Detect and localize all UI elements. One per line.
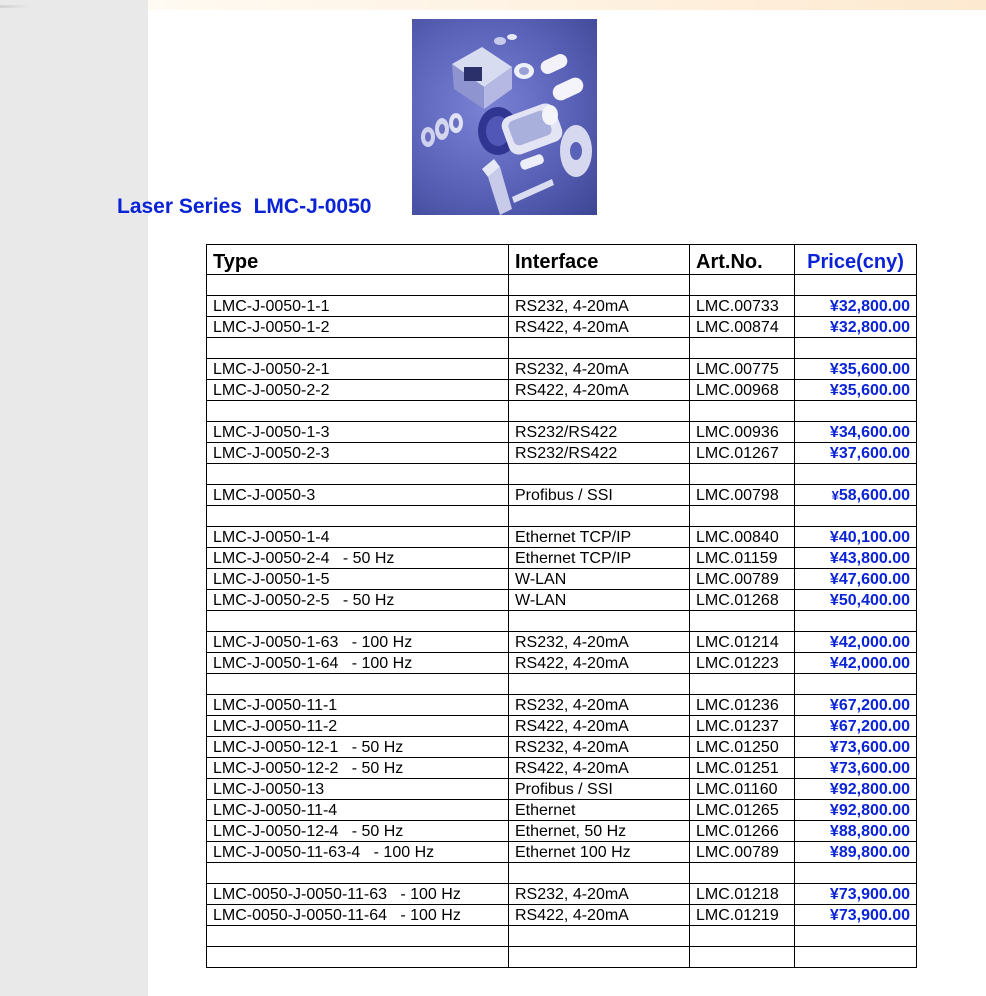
cell-interface: Profibus / SSI	[509, 779, 690, 800]
cell-art-no	[690, 506, 795, 527]
cell-type: LMC-J-0050-13	[207, 779, 509, 800]
cell-type: LMC-J-0050-2-2	[207, 380, 509, 401]
cell-type: LMC-J-0050-1-2	[207, 317, 509, 338]
table-row	[207, 800, 917, 821]
cell-type: LMC-J-0050-2-1	[207, 359, 509, 380]
cell-type: LMC-J-0050-12-2 - 50 Hz	[207, 758, 509, 779]
cell-art-no	[690, 338, 795, 359]
cell-type	[207, 674, 509, 695]
cell-price	[795, 674, 917, 695]
table-row	[207, 317, 917, 338]
product-image	[412, 19, 597, 215]
cell-price	[795, 275, 917, 296]
cell-art-no: LMC.01223	[690, 653, 795, 674]
table-row	[207, 548, 917, 569]
cell-art-no	[690, 863, 795, 884]
table-row	[207, 821, 917, 842]
cell-price	[795, 863, 917, 884]
cell-art-no	[690, 401, 795, 422]
cell-art-no: LMC.00775	[690, 359, 795, 380]
cell-price: ¥67,200.00	[795, 695, 917, 716]
cell-interface: RS422, 4-20mA	[509, 317, 690, 338]
cell-interface: RS232, 4-20mA	[509, 884, 690, 905]
header-price: Price(cny)	[795, 245, 917, 275]
table-row	[207, 275, 917, 296]
cell-interface: RS422, 4-20mA	[509, 905, 690, 926]
price-table	[206, 244, 917, 968]
cell-type: LMC-J-0050-2-3	[207, 443, 509, 464]
cell-interface	[509, 338, 690, 359]
cell-art-no	[690, 947, 795, 968]
table-row	[207, 758, 917, 779]
table-row	[207, 464, 917, 485]
cell-type: LMC-J-0050-2-5 - 50 Hz	[207, 590, 509, 611]
table-body	[207, 275, 917, 968]
cell-price: ¥92,800.00	[795, 779, 917, 800]
cell-art-no: LMC.01265	[690, 800, 795, 821]
cell-type: LMC-J-0050-1-1	[207, 296, 509, 317]
cell-interface: RS232/RS422	[509, 422, 690, 443]
cell-art-no	[690, 464, 795, 485]
cell-art-no: LMC.00840	[690, 527, 795, 548]
cell-type	[207, 275, 509, 296]
cell-price	[795, 947, 917, 968]
cell-price: ¥43,800.00	[795, 548, 917, 569]
table-row	[207, 863, 917, 884]
table-row	[207, 653, 917, 674]
cell-price: ¥92,800.00	[795, 800, 917, 821]
table-row	[207, 737, 917, 758]
cell-price: ¥88,800.00	[795, 821, 917, 842]
cell-price: ¥89,800.00	[795, 842, 917, 863]
cell-interface: RS422, 4-20mA	[509, 653, 690, 674]
cell-interface	[509, 464, 690, 485]
cell-price	[795, 506, 917, 527]
cell-interface	[509, 611, 690, 632]
cell-type: LMC-J-0050-1-3	[207, 422, 509, 443]
cell-type: LMC-0050-J-0050-11-64 - 100 Hz	[207, 905, 509, 926]
cell-art-no: LMC.01236	[690, 695, 795, 716]
cell-interface: RS232/RS422	[509, 443, 690, 464]
cell-art-no: LMC.01218	[690, 884, 795, 905]
cell-type: LMC-J-0050-11-63-4 - 100 Hz	[207, 842, 509, 863]
page-title: Laser Series LMC-J-0050	[117, 195, 372, 218]
cell-interface: RS232, 4-20mA	[509, 296, 690, 317]
cell-type: LMC-J-0050-11-1	[207, 695, 509, 716]
cell-interface: Ethernet, 50 Hz	[509, 821, 690, 842]
cell-interface: RS422, 4-20mA	[509, 716, 690, 737]
cell-interface	[509, 926, 690, 947]
cell-price: ¥32,800.00	[795, 317, 917, 338]
cell-type	[207, 338, 509, 359]
header-art-no: Art.No.	[690, 245, 795, 275]
cell-interface: RS232, 4-20mA	[509, 695, 690, 716]
cell-price: ¥67,200.00	[795, 716, 917, 737]
header-interface: Interface	[509, 245, 690, 275]
cell-type: LMC-J-0050-11-4	[207, 800, 509, 821]
cell-type: LMC-J-0050-1-64 - 100 Hz	[207, 653, 509, 674]
top-band	[148, 0, 986, 10]
cell-interface: Ethernet TCP/IP	[509, 548, 690, 569]
cell-price	[795, 611, 917, 632]
cell-type	[207, 401, 509, 422]
cell-price: ¥47,600.00	[795, 569, 917, 590]
cell-interface: Ethernet 100 Hz	[509, 842, 690, 863]
cell-art-no: LMC.00798	[690, 485, 795, 506]
table-row	[207, 338, 917, 359]
cell-art-no: LMC.01237	[690, 716, 795, 737]
cell-art-no: LMC.00936	[690, 422, 795, 443]
cell-type	[207, 947, 509, 968]
table-row	[207, 611, 917, 632]
cell-interface	[509, 674, 690, 695]
cell-art-no: LMC.01268	[690, 590, 795, 611]
cell-type	[207, 464, 509, 485]
cell-interface	[509, 275, 690, 296]
table-row	[207, 485, 917, 506]
cell-type	[207, 926, 509, 947]
cell-interface: W-LAN	[509, 569, 690, 590]
cell-price: ¥32,800.00	[795, 296, 917, 317]
cell-type: LMC-J-0050-12-1 - 50 Hz	[207, 737, 509, 758]
cell-type	[207, 611, 509, 632]
cell-interface: RS232, 4-20mA	[509, 632, 690, 653]
cell-type: LMC-J-0050-1-5	[207, 569, 509, 590]
cell-price: ¥37,600.00	[795, 443, 917, 464]
cell-interface: RS232, 4-20mA	[509, 359, 690, 380]
table-row	[207, 527, 917, 548]
cell-price: ¥34,600.00	[795, 422, 917, 443]
table-row	[207, 674, 917, 695]
table-row	[207, 380, 917, 401]
cell-art-no: LMC.00789	[690, 569, 795, 590]
table-row	[207, 779, 917, 800]
cell-price: ¥35,600.00	[795, 359, 917, 380]
cell-price: ¥42,000.00	[795, 653, 917, 674]
table-row	[207, 422, 917, 443]
table-row	[207, 926, 917, 947]
cell-type: LMC-J-0050-1-63 - 100 Hz	[207, 632, 509, 653]
cell-interface: RS232, 4-20mA	[509, 737, 690, 758]
cell-price: ¥73,900.00	[795, 905, 917, 926]
cell-interface: Profibus / SSI	[509, 485, 690, 506]
header-type: Type	[207, 245, 509, 275]
cell-type	[207, 506, 509, 527]
cell-price: ¥73,900.00	[795, 884, 917, 905]
cell-interface: RS422, 4-20mA	[509, 758, 690, 779]
exploded-laser-assembly-icon	[412, 19, 597, 215]
cell-art-no	[690, 674, 795, 695]
cell-price	[795, 338, 917, 359]
table-row	[207, 947, 917, 968]
cell-type: LMC-J-0050-11-2	[207, 716, 509, 737]
cell-price	[795, 464, 917, 485]
cell-price: ¥73,600.00	[795, 737, 917, 758]
cell-art-no: LMC.00789	[690, 842, 795, 863]
table-row	[207, 590, 917, 611]
cell-art-no: LMC.01250	[690, 737, 795, 758]
table-header-row	[207, 245, 917, 275]
cell-art-no: LMC.00968	[690, 380, 795, 401]
cell-art-no: LMC.01214	[690, 632, 795, 653]
table-row	[207, 296, 917, 317]
cell-price: ¥50,400.00	[795, 590, 917, 611]
cell-art-no: LMC.01219	[690, 905, 795, 926]
cell-interface: Ethernet	[509, 800, 690, 821]
cell-interface: W-LAN	[509, 590, 690, 611]
cell-art-no	[690, 275, 795, 296]
table-row	[207, 695, 917, 716]
cell-art-no: LMC.01251	[690, 758, 795, 779]
table-row	[207, 569, 917, 590]
cell-type: LMC-0050-J-0050-11-63 - 100 Hz	[207, 884, 509, 905]
cell-interface: Ethernet TCP/IP	[509, 527, 690, 548]
cell-price	[795, 401, 917, 422]
cell-price: ¥40,100.00	[795, 527, 917, 548]
cell-type: LMC-J-0050-12-4 - 50 Hz	[207, 821, 509, 842]
table-row	[207, 359, 917, 380]
cell-interface	[509, 947, 690, 968]
table-row	[207, 716, 917, 737]
cell-price	[795, 926, 917, 947]
cell-type: LMC-J-0050-3	[207, 485, 509, 506]
cell-art-no	[690, 611, 795, 632]
cell-type	[207, 863, 509, 884]
table-row	[207, 506, 917, 527]
left-sidebar	[0, 0, 148, 996]
cell-price: ¥42,000.00	[795, 632, 917, 653]
cell-art-no: LMC.00874	[690, 317, 795, 338]
cell-price: ¥58,600.00	[795, 485, 917, 506]
cell-price: ¥35,600.00	[795, 380, 917, 401]
cell-art-no: LMC.01267	[690, 443, 795, 464]
cell-interface	[509, 401, 690, 422]
table-row	[207, 632, 917, 653]
cell-art-no	[690, 926, 795, 947]
table-row	[207, 443, 917, 464]
cell-type: LMC-J-0050-1-4	[207, 527, 509, 548]
cell-art-no: LMC.01160	[690, 779, 795, 800]
table-row	[207, 401, 917, 422]
cell-art-no: LMC.01159	[690, 548, 795, 569]
table-row	[207, 905, 917, 926]
cell-interface	[509, 863, 690, 884]
cell-art-no: LMC.00733	[690, 296, 795, 317]
cell-interface	[509, 506, 690, 527]
cell-interface: RS422, 4-20mA	[509, 380, 690, 401]
cell-price: ¥73,600.00	[795, 758, 917, 779]
cell-type: LMC-J-0050-2-4 - 50 Hz	[207, 548, 509, 569]
cell-art-no: LMC.01266	[690, 821, 795, 842]
table-row	[207, 842, 917, 863]
sidebar-decoration	[0, 5, 30, 8]
table-row	[207, 884, 917, 905]
